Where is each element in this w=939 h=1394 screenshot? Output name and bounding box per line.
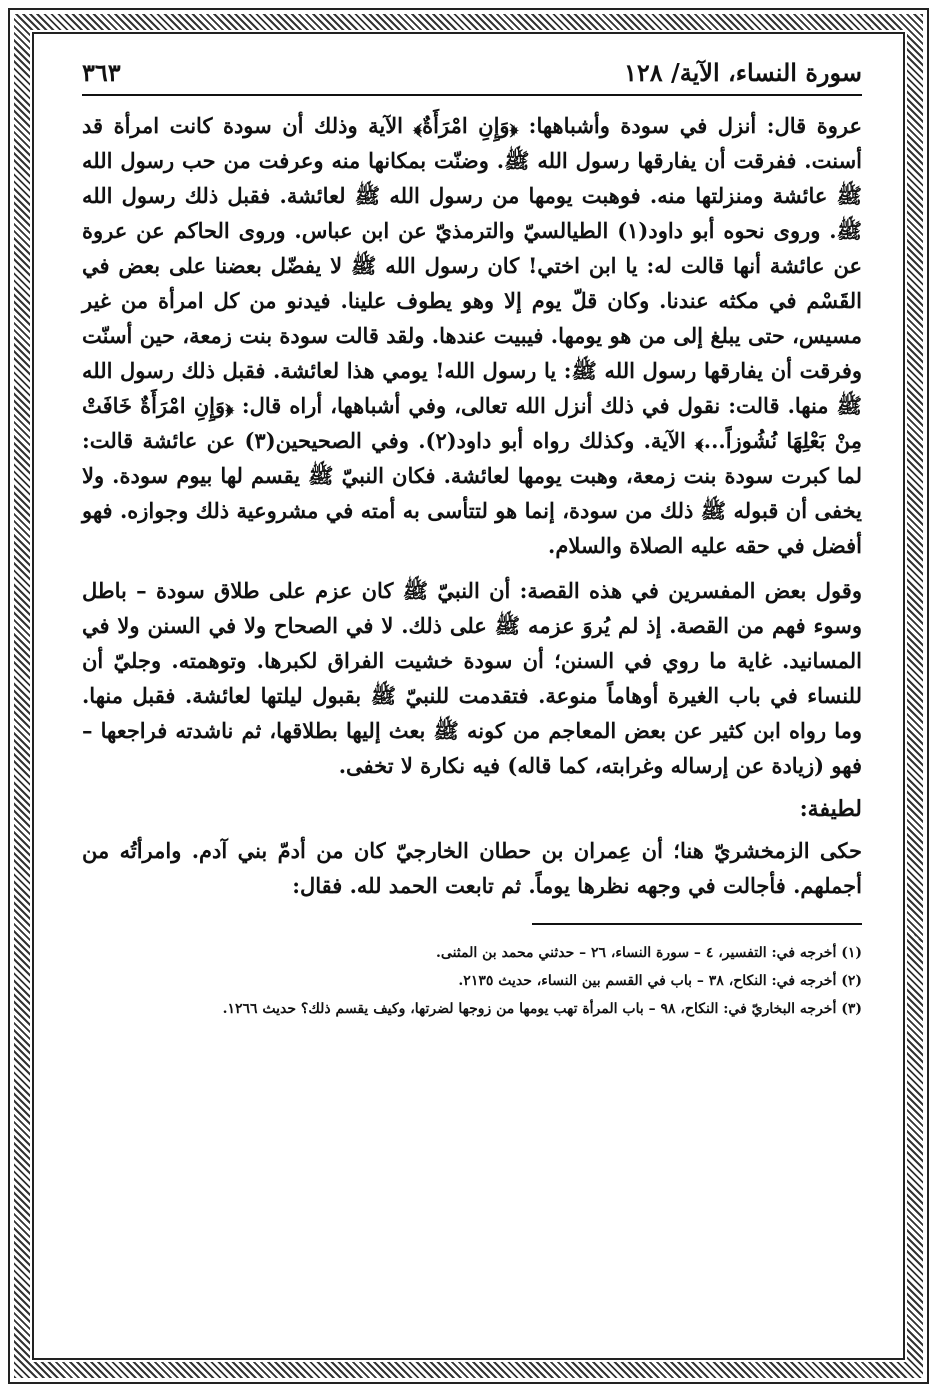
- footnote-3: (٣) أخرجه البخاريّ في: النكاح، ٩٨ – باب المرأة تهب يومها من زوجها لضرتها، وكيف يقسم ذلك؟ حديث ١٢٦٦.: [222, 1001, 862, 1017]
- body-text: [82, 108, 862, 783]
- paragraph-3: حكى الزمخشريّ هنا؛ أن عِمران بن حطان الخارجيّ كان من أدمّ بني آدم. وامرأتُه من أجملهم. فأجالت في وجهه نظرها يوماً. ثم تابعت الحمد لله. فقال:: [82, 838, 862, 898]
- footnotes: [82, 939, 862, 1023]
- page-number: ٣٦٣: [82, 57, 121, 87]
- paragraph-2: وقول بعض المفسرين في هذه القصة: أن النبيّ ﷺ كان عزم على طلاق سودة – باطل وسوء فهم من القصة. إذ لم يُروَ عزمه ﷺ على ذلك. لا في الصحاح ولا في السنن ولا في المسانيد. غاية ما روي في السنن؛ أن سودة خشيت الفراق لكبرها. وتوهمته. وجليّ أن للنساء في باب الغيرة أوهاماً منوعة. فتقدمت للنبيّ ﷺ بقبول ليلتها لعائشة. فقبل منها. وما رواه ابن كثير عن بعض المعاجم من كونه ﷺ بعث إليها بطلاقها، ثم ناشدته فراجعها – فهو (زيادة عن إرساله وغرابته، كما قاله) فيه نكارة لا تخفى.: [82, 578, 862, 778]
- header-rule: [82, 94, 862, 96]
- section-heading: لطيفة:: [799, 796, 862, 822]
- running-header: [82, 54, 862, 90]
- footnote-1: (١) أخرجه في: التفسير، ٤ – سورة النساء، ٢٦ – حدثني محمد بن المثنى.: [436, 945, 862, 961]
- body-text-2: [82, 833, 862, 903]
- footnote-rule: [532, 923, 862, 925]
- paragraph-1: عروة قال: أنزل في سودة وأشباهها: ﴿وَإِنِ امْرَأَةٌ﴾ الآية وذلك أن سودة كانت امرأة قد أسنت. ففرقت أن يفارقها رسول الله ﷺ. وضنّت بمكانها منه وعرفت من حب رسول الله ﷺ عائشة ومنزلتها منه. فوهبت يومها من رسول الله ﷺ لعائشة. فقبل ذلك رسول الله ﷺ. وروى نحوه أبو داود(١) الطيالسيّ والترمذيّ عن ابن عباس. وروى الحاكم عن عروة عن عائشة أنها قالت له: يا ابن اختي! كان رسول الله ﷺ لا يفضّل بعضنا على بعض في القَسْم في مكثه عندنا. وكان قلّ يوم إلا وهو يطوف علينا. فيدنو من كل امرأة من غير مسيس، حتى يبلغ إلى من هو يومها. فيبيت عندها. ولقد قالت سودة بنت زمعة، حين أسنّت وفرقت أن يفارقها رسول الله ﷺ: يا رسول الله! يومي هذا لعائشة. فقبل ذلك رسول الله ﷺ منها. قالت: نقول في ذلك أنزل الله تعالى، وفي أشباهها، أراه قال: ﴿وَإِنِ امْرَأَةٌ خَافَتْ مِنْ بَعْلِهَا نُشُوزاً...﴾ الآية. وكذلك رواه أبو داود(٢). وفي الصحيحين(٣) عن عائشة قالت: لما كبرت سودة بنت زمعة، وهبت يومها لعائشة. فكان النبيّ ﷺ يقسم لها بيوم سودة. ولا يخفى أن قبوله ﷺ ذلك من سودة، إنما هو لتتأسى به أمته في مشروعية ذلك وجوازه. فهو أفضل في حقه عليه الصلاة والسلام.: [82, 113, 863, 558]
- chapter-title: سورة النساء، الآية/ ١٢٨: [623, 57, 862, 87]
- footnote-2: (٢) أخرجه في: النكاح، ٣٨ – باب في القسم بين النساء، حديث ٢١٣٥.: [458, 973, 862, 989]
- page-content: [82, 54, 862, 1344]
